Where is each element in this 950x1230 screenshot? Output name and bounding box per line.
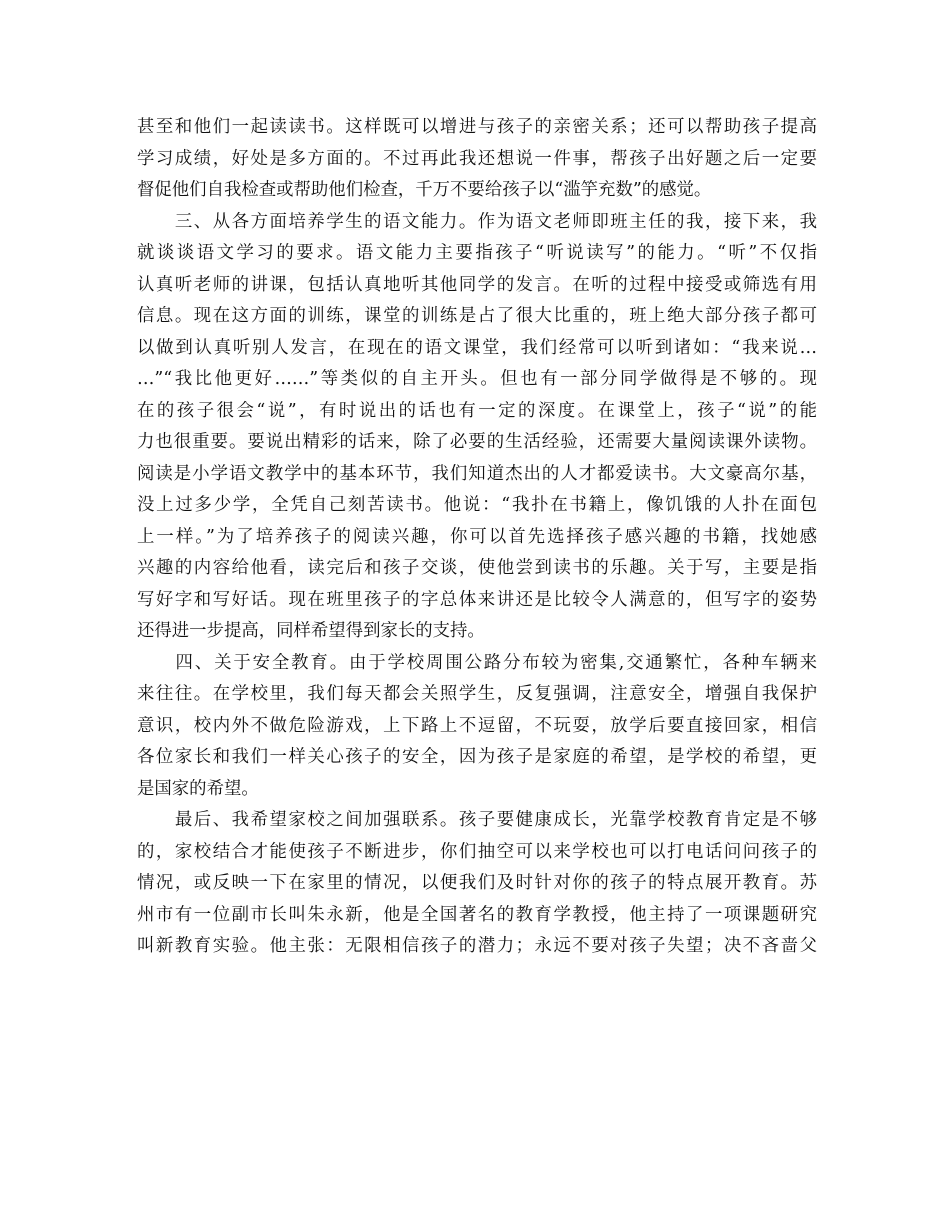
paragraph-home-school-contact bbox=[137, 805, 817, 963]
text-line: 来往往。在学校里，我们每天都会关照学生，反复强调，注意安全，增强自我保护 bbox=[137, 684, 817, 704]
text-line: 叫新教育实验。他主张：无限相信孩子的潜力；永远不要对孩子失望；决不吝啬父 bbox=[137, 936, 817, 956]
text-line: 情况，或反映一下在家里的情况，以便我们及时针对你的孩子的特点展开教育。苏 bbox=[137, 873, 817, 893]
text-line: 最后、我希望家校之间加强联系。孩子要健康成长，光靠学校教育肯定是不够 bbox=[137, 810, 817, 830]
text-line: 州市有一位副市长叫朱永新，他是全国著名的教育学教授，他主持了一项课题研究 bbox=[137, 904, 817, 925]
text-line: 意识，校内外不做危险游戏，上下路上不逗留，不玩耍，放学后要直接回家，相信 bbox=[137, 715, 817, 736]
text-line: …”“我比他更好……”等类似的自主开头。但也有一部分同学做得是不够的。现 bbox=[137, 369, 817, 389]
text-line: 还得进一步提高，同样希望得到家长的支持。 bbox=[137, 621, 485, 641]
text-line: 各位家长和我们一样关心孩子的安全，因为孩子是家庭的希望，是学校的希望，更 bbox=[137, 747, 817, 767]
text-line: 督促他们自我检查或帮助他们检查，千万不要给孩子以“滥竽充数”的感觉。 bbox=[137, 180, 712, 200]
text-line: 力也很重要。要说出精彩的话来，除了必要的生活经验，还需要大量阅读课外读物。 bbox=[137, 432, 817, 452]
text-line: 就谈谈语文学习的要求。语文能力主要指孩子“听说读写”的能力。“听”不仅指 bbox=[137, 243, 817, 263]
text-line: 认真听老师的讲课，包括认真地听其他同学的发言。在听的过程中接受或筛选有用 bbox=[137, 274, 817, 295]
text-line: 在的孩子很会“说”，有时说出的话也有一定的深度。在课堂上，孩子“说”的能 bbox=[137, 400, 817, 421]
text-line: 的，家校结合才能使孩子不断进步，你们抽空可以来学校也可以打电话问问孩子的 bbox=[137, 841, 817, 862]
text-line: 上一样。”为了培养孩子的阅读兴趣，你可以首先选择孩子感兴趣的书籍，找她感 bbox=[137, 526, 817, 547]
document-body bbox=[137, 112, 817, 963]
text-line: 学习成绩，好处是多方面的。不过再此我还想说一件事，帮孩子出好题之后一定要 bbox=[137, 148, 817, 169]
text-line: 甚至和他们一起读读书。这样既可以增进与孩子的亲密关系；还可以帮助孩子提高 bbox=[137, 117, 817, 137]
text-line: 以做到认真听别人发言，在现在的语文课堂，我们经常可以听到诸如：“我来说… bbox=[137, 337, 817, 358]
text-line: 阅读是小学语文教学中的基本环节，我们知道杰出的人才都爱读书。大文豪高尔基， bbox=[137, 463, 817, 484]
paragraph-safety-education bbox=[137, 648, 817, 806]
paragraph-language-ability bbox=[137, 207, 817, 648]
text-line: 没上过多少学，全凭自己刻苦读书。他说：“我扑在书籍上，像饥饿的人扑在面包 bbox=[137, 495, 817, 515]
text-line: 三、从各方面培养学生的语文能力。作为语文老师即班主任的我，接下来，我 bbox=[137, 211, 817, 232]
text-line: 兴趣的内容给他看，读完后和孩子交谈，使他尝到读书的乐趣。关于写，主要是指 bbox=[137, 558, 817, 578]
text-line: 写好字和写好话。现在班里孩子的字总体来讲还是比较令人满意的，但写字的姿势 bbox=[137, 589, 817, 610]
text-line: 信息。现在这方面的训练，课堂的训练是占了很大比重的，班上绝大部分孩子都可 bbox=[137, 306, 817, 326]
text-line: 是国家的希望。 bbox=[137, 778, 259, 799]
paragraph-homework bbox=[137, 112, 817, 207]
text-line: 四、关于安全教育。由于学校周围公路分布较为密集,交通繁忙，各种车辆来 bbox=[137, 652, 817, 673]
